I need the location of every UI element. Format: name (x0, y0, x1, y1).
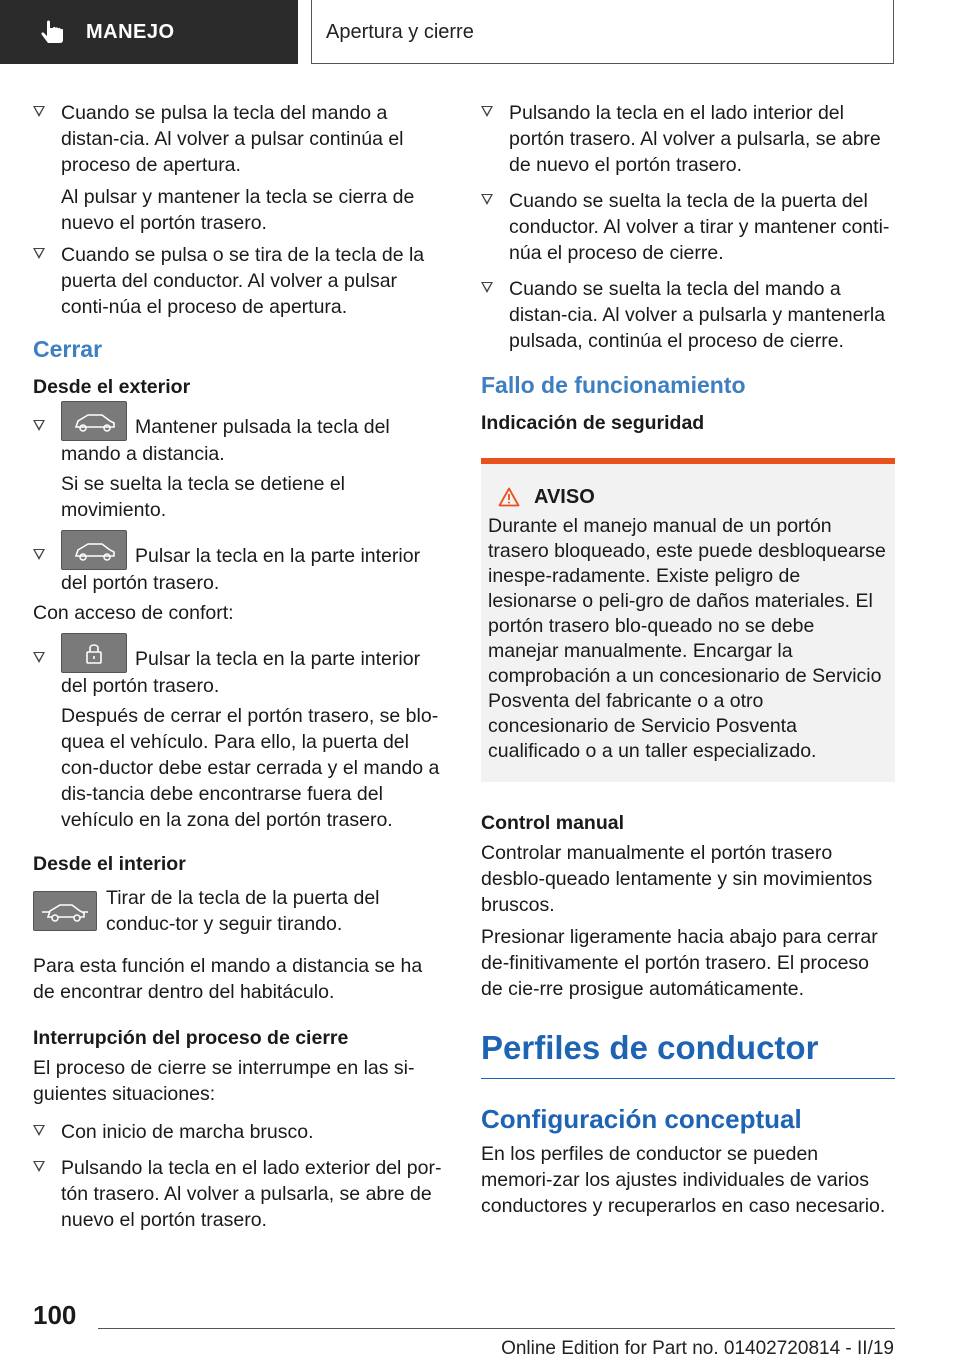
bullet-triangle-icon (33, 1161, 45, 1172)
hand-icon (38, 16, 70, 48)
heading-cerrar: Cerrar (33, 336, 103, 362)
comfort-access-label: Con acceso de confort: (33, 601, 234, 624)
right-column (481, 100, 895, 1225)
bullet-triangle-icon (33, 652, 45, 663)
footer-divider (98, 1328, 895, 1329)
lock-key-icon (61, 633, 127, 673)
heading-perfiles: Perfiles de conductor (481, 1028, 895, 1079)
edition-text: Online Edition for Part no. 01402720814 - II/19 (501, 1338, 894, 1359)
list-item: Pulsar la tecla en la parte interior del portón trasero. (33, 543, 449, 596)
section-label: MANEJO (86, 21, 175, 43)
list-item: Pulsando la tecla en el lado interior del portón trasero. Al volver a pulsarla, se abre de nuevo el portón trasero. (481, 100, 895, 178)
bullet-triangle-icon (33, 248, 45, 259)
chapter-tab (311, 0, 894, 64)
bullet-triangle-icon (481, 194, 493, 205)
list-item: Cuando se suelta la tecla del mando a distan‐cia. Al volver a pulsarla y mantenerla pulsada, continúa el proceso de cierre. (481, 276, 895, 354)
list-item: Cuando se pulsa o se tira de la tecla de la puerta del conductor. Al volver a pulsar conti‐núa el proceso de apertura. (33, 242, 449, 320)
list-item-note: Al pulsar y mantener la tecla se cierra de nuevo el portón trasero. (61, 186, 415, 234)
list-item: Cuando se suelta la tecla de la puerta del conductor. Al volver a tirar y mantener conti‐núa el proceso de cierre. (481, 188, 895, 266)
warning-box (481, 458, 895, 782)
interior-instruction: Tirar de la tecla de la puerta del conduc‐tor y seguir tirando. (33, 885, 449, 937)
paragraph: Presionar ligeramente hacia abajo para cerrar de‐finitivamente el portón trasero. El proceso de cie‐rre prosigue automáticamente. (481, 926, 878, 1000)
page-number: 100 (33, 1300, 77, 1330)
heading-configuracion: Configuración conceptual (481, 1104, 802, 1134)
list-item-note: Si se suelta la tecla se detiene el movimiento. (61, 472, 346, 521)
tailgate-key-icon (61, 401, 127, 441)
chapter-title: Apertura y cierre (326, 20, 474, 43)
heading-exterior: Desde el exterior (33, 376, 191, 398)
paragraph: Para esta función el mando a distancia se ha de encontrar dentro del habitáculo. (33, 954, 423, 1003)
list-item: Cuando se pulsa la tecla del mando a distan‐cia. Al volver a pulsar continúa el proceso de apertura. (33, 100, 449, 178)
paragraph: Controlar manualmente el portón trasero desblo‐queado lentamente y sin movimientos bruscos. (481, 842, 873, 916)
warning-title: AVISO (488, 484, 888, 510)
section-tab (0, 0, 298, 64)
paragraph: El proceso de cierre se interrumpe en las si‐guientes situaciones: (33, 1056, 415, 1105)
tailgate-key-icon (33, 891, 97, 931)
bullet-triangle-icon (33, 1125, 45, 1136)
warning-text: Durante el manejo manual de un portón trasero bloqueado, este puede desbloquearse inespe‐radamente. Existe peligro de lesionarse o peli‐gro de daños materiales. El portón trasero blo‐queado no se debe manejar manualmente. Encargar la comprobación a un concesionario de Servicio Posventa del fabricante o a otro concesionario de Servicio Posventa cualificado o a un taller especializado. (488, 515, 886, 762)
list-item: Mantener pulsada la tecla del mando a distancia. (33, 414, 449, 467)
list-item: Pulsar la tecla en la parte interior del portón trasero. (33, 646, 449, 699)
bullet-triangle-icon (33, 106, 45, 117)
bullet-triangle-icon (33, 549, 45, 560)
list-item: Con inicio de marcha brusco. (33, 1119, 449, 1145)
heading-interrupcion: Interrupción del proceso de cierre (33, 1026, 349, 1049)
left-column (33, 100, 449, 1239)
list-item: Pulsando la tecla en el lado exterior del por‐tón trasero. Al volver a pulsarla, se abre de nuevo el portón trasero. (33, 1155, 449, 1233)
paragraph: En los perfiles de conductor se pueden memori‐zar los ajustes individuales de varios conductores y recuperarlos en caso necesario. (481, 1143, 886, 1217)
heading-interior: Desde el interior (33, 852, 186, 875)
bullet-triangle-icon (33, 420, 45, 431)
list-item-note: Después de cerrar el portón trasero, se blo‐quea el vehículo. Para ello, la puerta del con‐ductor debe estar cerrada y el mando a dis‐tancia debe encontrarse fuera del vehículo en la zona del portón trasero. (61, 704, 440, 831)
warning-triangle-icon (498, 487, 520, 507)
bullet-triangle-icon (481, 282, 493, 293)
heading-control-manual: Control manual (481, 812, 625, 834)
heading-fallo: Fallo de funcionamiento (481, 372, 746, 398)
tailgate-key-icon (61, 530, 127, 570)
heading-seguridad: Indicación de seguridad (481, 412, 705, 434)
bullet-triangle-icon (481, 106, 493, 117)
